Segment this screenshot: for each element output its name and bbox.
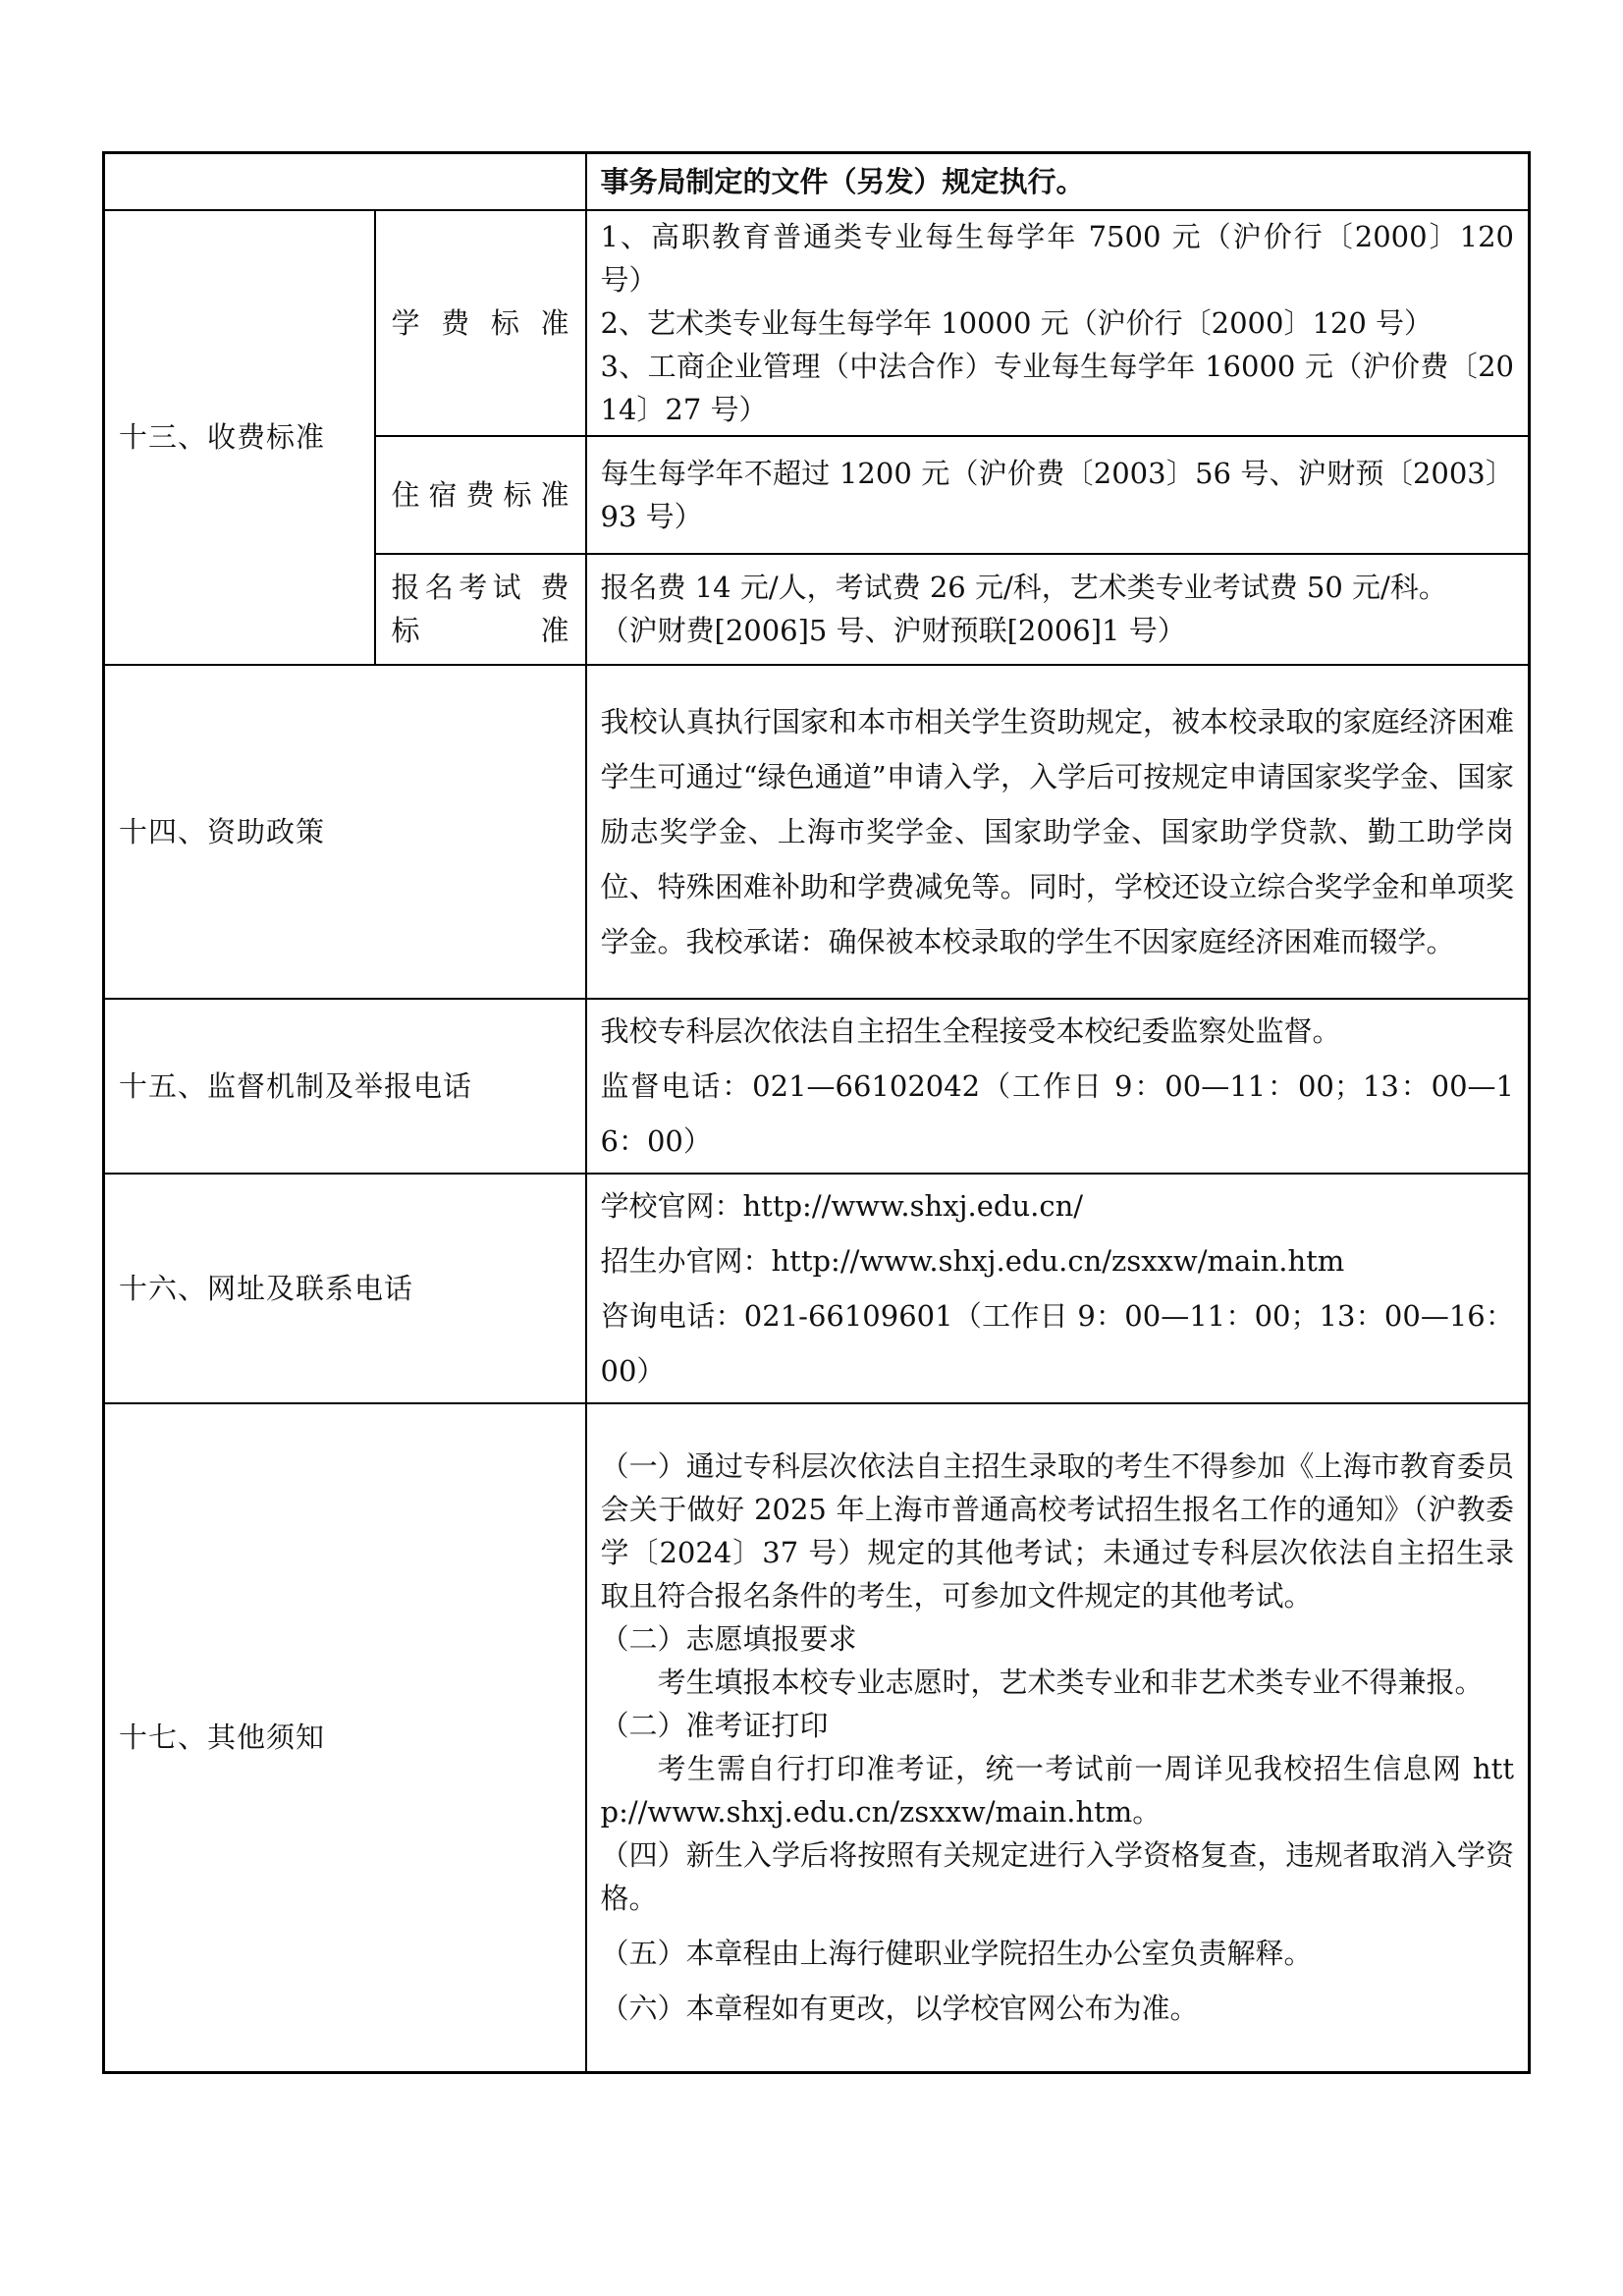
notes-item-2-body: 考生填报本校专业志愿时，艺术类专业和非艺术类专业不得兼报。 bbox=[657, 1666, 1484, 1700]
table-row-contact bbox=[104, 1174, 1530, 1403]
exam-label bbox=[375, 554, 586, 665]
supervision-line-1: 我校专科层次依法自主招生全程接受本校纪委监察处监督。 bbox=[600, 1013, 1341, 1048]
supervision-content bbox=[586, 999, 1530, 1174]
notes-item-3-title: （二）准考证打印 bbox=[600, 1709, 829, 1743]
section-notes-title: 十七、其他须知 bbox=[104, 1403, 586, 2073]
table-row-aid bbox=[104, 665, 1530, 999]
notes-item-6: （六）本章程如有更改，以学校官网公布为准。 bbox=[600, 1992, 1199, 2026]
tuition-content bbox=[586, 210, 1530, 436]
notes-item-3-body: 考生需自行打印准考证，统一考试前一周详见我校招生信息网 http://www.shxj.edu.cn/zsxxw/main.htm。 bbox=[600, 1752, 1514, 1830]
tuition-label: 学 费 标 准 bbox=[375, 210, 586, 436]
exam-content-line-1: 报名费 14 元/人，考试费 26 元/科，艺术类专业考试费 50 元/科。 bbox=[600, 571, 1447, 604]
consult-phone: 咨询电话：021-66109601（工作日 9：00—11：00；13：00—16：00） bbox=[600, 1298, 1514, 1388]
spacer bbox=[601, 1975, 1515, 1987]
section-supervision-title: 十五、监督机制及举报电话 bbox=[104, 999, 586, 1174]
admission-rules-table bbox=[102, 151, 1531, 2074]
empty-cell bbox=[104, 153, 586, 210]
section-fees-title: 十三、收费标准 bbox=[104, 210, 375, 665]
notes-item-4: （四）新生入学后将按照有关规定进行入学资格复查，违规者取消入学资格。 bbox=[600, 1838, 1514, 1916]
table-row-supervision bbox=[104, 999, 1530, 1174]
contact-content bbox=[586, 1174, 1530, 1403]
notes-item-5: （五）本章程由上海行健职业学院招生办公室负责解释。 bbox=[600, 1937, 1313, 1971]
admission-website: 招生办官网：http://www.shxj.edu.cn/zsxxw/main.htm bbox=[600, 1243, 1345, 1278]
tuition-item-3: 3、工商企业管理（中法合作）专业每生每学年 16000 元（沪价费〔2014〕27 号） bbox=[600, 349, 1514, 426]
exam-content bbox=[586, 554, 1530, 665]
exam-label-line-2: 标 准 bbox=[391, 614, 569, 647]
table-row-continuation bbox=[104, 153, 1530, 210]
notes-content bbox=[586, 1403, 1530, 2073]
school-website: 学校官网：http://www.shxj.edu.cn/ bbox=[600, 1188, 1084, 1223]
dorm-content: 每生每学年不超过 1200 元（沪价费〔2003〕56 号、沪财预〔2003〕93 号） bbox=[586, 436, 1530, 554]
spacer bbox=[601, 1920, 1515, 1932]
tuition-item-2: 2、艺术类专业每生每学年 10000 元（沪价行〔2000〕120 号） bbox=[600, 305, 1434, 340]
section-aid-title: 十四、资助政策 bbox=[104, 665, 586, 999]
dorm-label: 住宿费标准 bbox=[375, 436, 586, 554]
table-row-notes bbox=[104, 1403, 1530, 2073]
section-contact-title: 十六、网址及联系电话 bbox=[104, 1174, 586, 1403]
table-row-tuition bbox=[104, 210, 1530, 436]
notes-item-2-title: （二）志愿填报要求 bbox=[600, 1622, 857, 1657]
exam-content-line-2: （沪财费[2006]5 号、沪财预联[2006]1 号） bbox=[600, 614, 1186, 647]
aid-content: 我校认真执行国家和本市相关学生资助规定，被本校录取的家庭经济困难学生可通过“绿色通道”申请入学，入学后可按规定申请国家奖学金、国家励志奖学金、上海市奖学金、国家助学金、国家助学贷款、勤工助学岗位、特殊困难补助和学费减免等。同时，学校还设立综合奖学金和单项奖学金。我校承诺：确保被本校录取的学生不因家庭经济困难而辍学。 bbox=[586, 665, 1530, 999]
exam-label-line-1: 报名考试 费 bbox=[391, 571, 569, 604]
notes-item-1: （一）通过专科层次依法自主招生录取的考生不得参加《上海市教育委员会关于做好 2025 年上海市普通高校考试招生报名工作的通知》（沪教委学〔2024〕37 号）规定的其他考试；未通过专科层次依法自主招生录取且符合报名条件的考生，可参加文件规定的其他考试。 bbox=[600, 1449, 1514, 1613]
tuition-item-1: 1、高职教育普通类专业每生每学年 7500 元（沪价行〔2000〕120 号） bbox=[600, 219, 1514, 297]
continuation-text: 事务局制定的文件（另发）规定执行。 bbox=[586, 153, 1530, 210]
supervision-phone: 监督电话：021—66102042（工作日 9：00—11：00；13：00—16：00） bbox=[600, 1068, 1514, 1158]
